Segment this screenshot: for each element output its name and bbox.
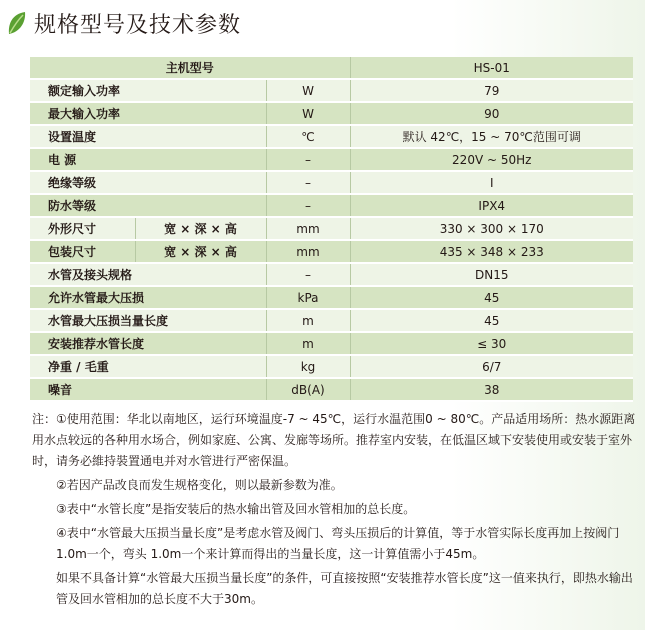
- param-unit: –: [266, 171, 350, 194]
- param-value: 90: [350, 102, 633, 125]
- param-value: 45: [350, 286, 633, 309]
- param-value: IPX4: [350, 194, 633, 217]
- param-name: 最大输入功率: [30, 102, 266, 125]
- param-unit: mm: [266, 240, 350, 263]
- note-4: ④表中“水管最大压损当量长度”是考虑水管及阀门、弯头压损后的计算值，等于水管实际长度再加上按阀门1.0m一个，弯头 1.0m一个来计算而得出的当量长度，这一计算值需小于45m。: [56, 526, 620, 561]
- table-row: [30, 309, 633, 332]
- param-unit: mm: [266, 217, 350, 240]
- note-2: ②若因产品改良而发生规格变化，则以最新参数为准。: [56, 478, 343, 492]
- param-value: 220V ~ 50Hz: [350, 148, 633, 171]
- param-unit: –: [266, 148, 350, 171]
- table-row: [30, 355, 633, 378]
- param-name: 设置温度: [30, 125, 266, 148]
- param-value: 435 × 348 × 233: [350, 240, 633, 263]
- note-5: 如果不具备计算“水管最大压损当量长度”的条件，可直接按照“安装推荐水管长度”这一值来执行，即热水输出管及回水管相加的总长度不大于30m。: [56, 571, 633, 606]
- param-unit: ℃: [266, 125, 350, 148]
- spec-table: [30, 57, 633, 402]
- param-value: 45: [350, 309, 633, 332]
- table-header-row: [30, 57, 633, 79]
- param-name: 水管及接头规格: [30, 263, 266, 286]
- param-value: 38: [350, 378, 633, 401]
- param-name: 噪音: [30, 378, 266, 401]
- param-value: 79: [350, 79, 633, 102]
- param-value: DN15: [350, 263, 633, 286]
- table-row: [30, 79, 633, 102]
- table-row: [30, 102, 633, 125]
- param-name: 额定输入功率: [30, 79, 266, 102]
- param-name: 净重 / 毛重: [30, 355, 266, 378]
- param-value: ≤ 30: [350, 332, 633, 355]
- param-value: 默认 42℃，15 ~ 70℃范围可调: [350, 125, 633, 148]
- param-unit: –: [266, 194, 350, 217]
- page-title: 规格型号及技术参数: [34, 12, 242, 38]
- table-row: [30, 332, 633, 355]
- notes-section: [32, 409, 636, 613]
- note-1: 注：①使用范围：华北以南地区，运行环境温度-7 ~ 45℃，运行水温范围0 ~ 80℃。产品适用场所：热水源距离用水点较远的各种用水场合，例如家庭、公寓、发廊等场所。推荐室内安装，在低温区域下安装使用或安装于室外时，请务必維持裝置通电并对水管进行严密保温。: [32, 409, 636, 472]
- param-value: 6/7: [350, 355, 633, 378]
- note-3: ③表中“水管长度”是指安装后的热水输出管及回水管相加的总长度。: [56, 502, 416, 516]
- table-row: [30, 240, 633, 263]
- param-name: 绝缘等级: [30, 171, 266, 194]
- table-row: [30, 378, 633, 401]
- param-unit: kPa: [266, 286, 350, 309]
- param-name: 电 源: [30, 148, 266, 171]
- param-unit: W: [266, 102, 350, 125]
- param-name: 包装尺寸: [30, 240, 135, 263]
- table-row: [30, 171, 633, 194]
- param-name: 允许水管最大压损: [30, 286, 266, 309]
- param-unit: m: [266, 332, 350, 355]
- param-name: 外形尺寸: [30, 217, 135, 240]
- table-row: [30, 263, 633, 286]
- table-row: [30, 125, 633, 148]
- param-subname: 宽 × 深 × 高: [135, 217, 266, 240]
- param-name: 防水等级: [30, 194, 266, 217]
- notes-label: 注：: [32, 412, 57, 426]
- section-header: [6, 6, 241, 40]
- table-row: [30, 217, 633, 240]
- table-row: [30, 286, 633, 309]
- model-label: 主机型号: [30, 57, 350, 79]
- param-value: 330 × 300 × 170: [350, 217, 633, 240]
- param-value: I: [350, 171, 633, 194]
- param-unit: kg: [266, 355, 350, 378]
- param-subname: 宽 × 深 × 高: [135, 240, 266, 263]
- leaf-icon: [6, 10, 28, 36]
- model-value: HS-01: [350, 57, 633, 79]
- param-unit: –: [266, 263, 350, 286]
- param-unit: W: [266, 79, 350, 102]
- table-row: [30, 148, 633, 171]
- param-name: 水管最大压损当量长度: [30, 309, 266, 332]
- param-name: 安装推荐水管长度: [30, 332, 266, 355]
- table-row: [30, 194, 633, 217]
- param-unit: dB(A): [266, 378, 350, 401]
- param-unit: m: [266, 309, 350, 332]
